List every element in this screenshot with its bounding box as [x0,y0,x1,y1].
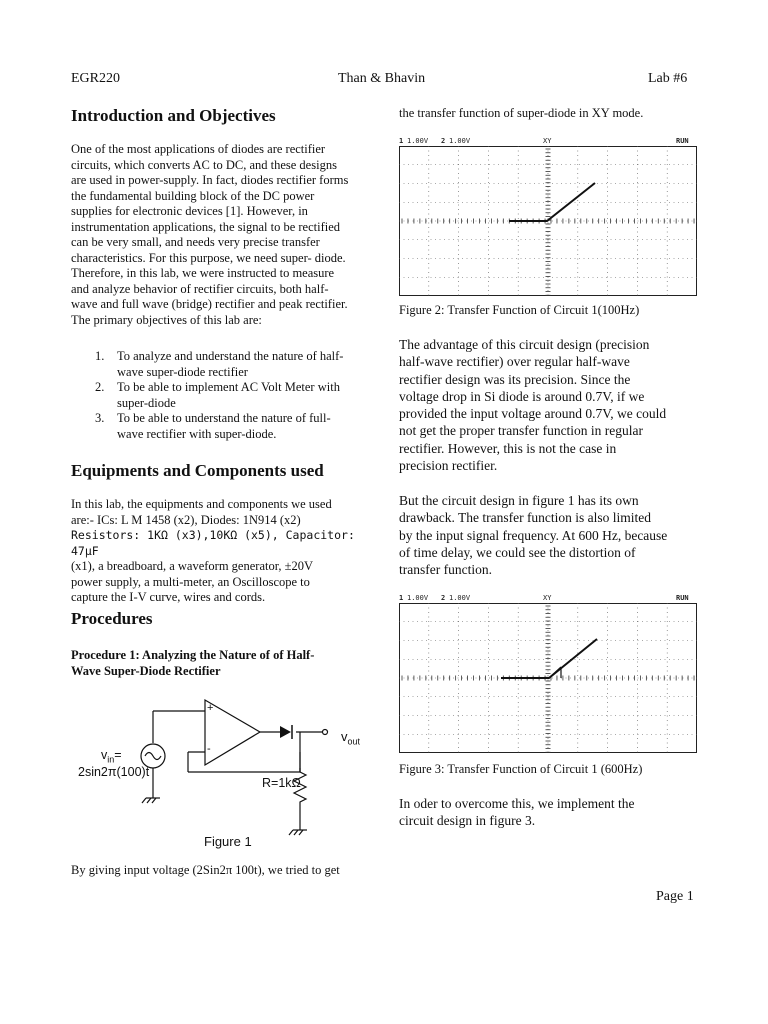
output-terminal [323,730,328,735]
right-top-text: the transfer function of super-diode in XY mode. [399,106,644,120]
opamp-minus: - [207,743,211,755]
figure-1-caption: Figure 1 [204,834,252,849]
intro-paragraph: One of the most applications of diodes are rectifier circuits, which converts AC to DC, and these designs are used in power-supply. In fact, diodes rectifier forms the fundamental building block of the DC power supplies for electronic devices [1]. However, in instrumentation applications, the signal to be rectified can be very small, and needs very precise transfer characteristics. For this purpose, we need super- diode. Therefore, in this lab, we were instructed to measure and analyze behavior of rectifier circuits, both half- wave and full wave (bridge) rectifier and peak rectifier. The primary objectives of this lab are: [71,142,349,327]
overcome-paragraph: In oder to overcome this, we implement the circuit design in figure 3. [399,796,635,829]
objective-item: 1. To analyze and understand the nature of half- wave super-diode rectifier [95,349,344,379]
vout-label: $v_{out}$ [341,729,361,747]
header-center: Than & Bhavin [338,71,426,86]
vin-equation: 2sin2π(100)t [78,765,150,779]
header-left: EGR220 [71,71,120,86]
objective-item: 3. To be able to understand the nature of full- wave rectifier with super-diode. [95,411,331,441]
objectives-list [71,349,381,442]
figure-3-caption: Figure 3: Transfer Function of Circuit 1 (600Hz) [399,762,643,776]
intro-heading: Introduction and Objectives [71,106,276,125]
equipment-paragraph: In this lab, the equipments and components we used are:- ICs: L M 1458 (x2), Diodes: 1N914 (x2) Resistors: 1KΩ (x3),10KΩ (x5), Capacitor: 47μF (x1), a breadboard, a waveform generator, ±20V power supply, a multi-meter, an Oscilloscope to capture the I-V curve, wires and cords. [71,497,355,604]
advantage-paragraph: The advantage of this circuit design (precision half-wave rectifier) over regular half-wave rectifier design was its precision. Since the voltage drop in Si diode is around 0.7V, if we provided the input voltage around 0.7V, we could not get the proper transfer function in regular rectifier. However, this is not the case in precision rectifier. [399,337,667,474]
scope-figure-3: 1 1.00V 2 1.00V XY RUN [399,594,697,758]
drawback-paragraph: But the circuit design in figure 1 has its own drawback. The transfer function is also limited by the input signal frequency. At 600 Hz, because of time delay, we could see the distortion of transfer function. [399,493,668,578]
scope-figure-2: 1 1.00V 2 1.00V XY RUN [399,137,697,301]
diode-icon [280,725,292,739]
equipment-heading: Equipments and Components used [71,461,324,480]
procedure-1-title: Procedure 1: Analyzing the Nature of of Half- Wave Super-Diode Rectifier [71,648,315,678]
bottom-left-text: By giving input voltage (2Sin2π 100t), we tried to get [71,863,340,877]
scope-screen-1 [399,146,697,296]
procedures-heading: Procedures [71,609,153,628]
opamp-plus: + [207,702,214,714]
vin-label: $v_{in}=$ [101,748,122,765]
scope-screen-2 [399,603,697,753]
header-right: Lab #6 [648,71,688,86]
resistor-label: R=1kΩ [262,776,301,790]
objective-item: 2. To be able to implement AC Volt Meter with super-diode [95,380,340,410]
page-number: Page 1 [656,889,694,904]
figure-2-caption: Figure 2: Transfer Function of Circuit 1(100Hz) [399,303,640,317]
